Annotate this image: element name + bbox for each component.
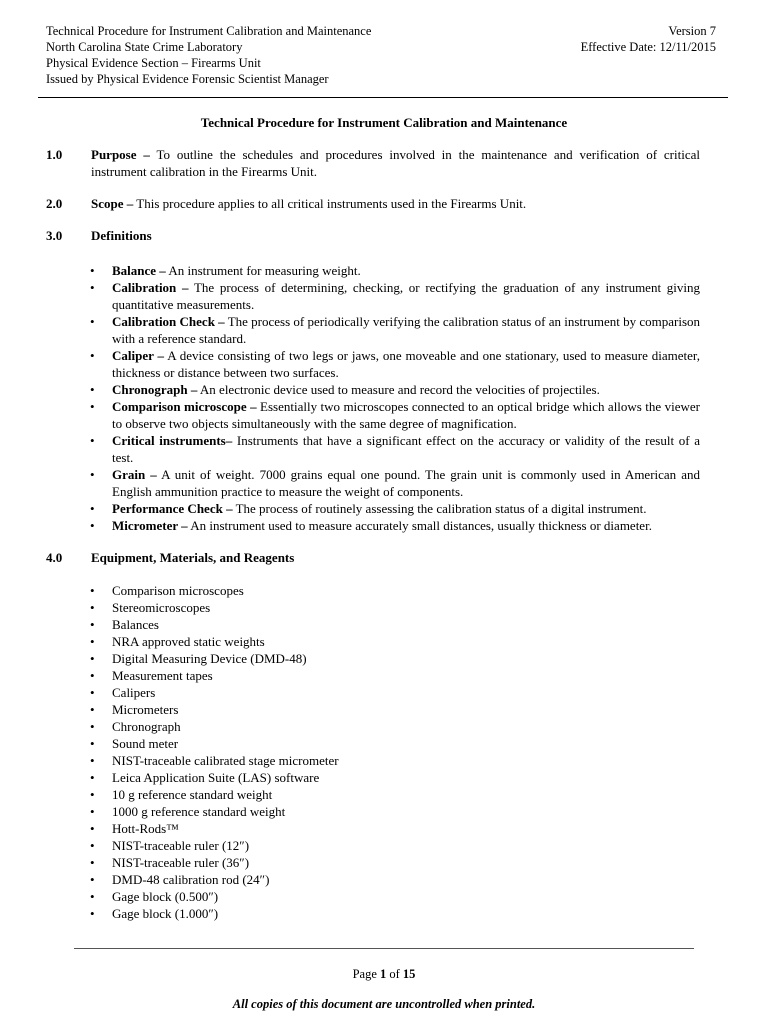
definition-text: The process of routinely assessing the calibration status of a digital instrument. [232,501,647,516]
equipment-item [90,599,700,616]
header-divider [38,97,728,98]
bullet-icon: • [90,467,95,482]
definition-item [90,432,700,466]
definition-text: A device consisting of two legs or jaws, one moveable and one stationary, used to measure diameter, thickness or distance between two surfaces. [112,348,700,380]
bullet-icon: • [90,518,95,533]
definitions-list [90,262,700,534]
page-of-word: of [386,967,403,981]
bullet-icon: • [90,617,95,632]
equipment-item [90,769,700,786]
equipment-name: DMD-48 calibration rod (24″) [112,872,270,887]
definition-term: Caliper – [112,348,165,363]
equipment-item [90,888,700,905]
bullet-icon: • [90,787,95,802]
equipment-item [90,752,700,769]
definition-item [90,398,700,432]
definition-term: Balance – [112,263,166,278]
header-issuer: Issued by Physical Evidence Forensic Scientist Manager [46,72,329,86]
definition-term: Comparison microscope – [112,399,257,414]
bullet-icon: • [90,399,95,414]
bullet-icon: • [90,348,95,363]
section-label: Purpose – [91,147,150,162]
bullet-icon: • [90,702,95,717]
section-label: Scope – [91,196,134,211]
section-body [91,195,700,212]
definition-term: Grain – [112,467,157,482]
equipment-item [90,735,700,752]
bullet-icon: • [90,685,95,700]
section-body [91,227,700,244]
section-purpose [46,146,700,180]
bullet-icon: • [90,753,95,768]
section-number: 4.0 [46,550,63,565]
equipment-item [90,820,700,837]
bullet-icon: • [90,872,95,887]
equipment-name: Gage block (1.000″) [112,906,219,921]
section-number: 3.0 [46,228,63,243]
equipment-item [90,582,700,599]
definition-text: An instrument for measuring weight. [165,263,361,278]
equipment-name: NIST-traceable ruler (36″) [112,855,250,870]
equipment-name: Micrometers [112,702,179,717]
section-equipment [46,549,700,566]
section-body [91,146,700,180]
bullet-icon: • [90,736,95,751]
equipment-item [90,633,700,650]
uncontrolled-copy-notice: All copies of this document are uncontrolled when printed. [232,997,536,1011]
header-lab-name: North Carolina State Crime Laboratory [46,40,243,54]
equipment-name: Sound meter [112,736,179,751]
equipment-name: Chronograph [112,719,181,734]
equipment-item [90,650,700,667]
bullet-icon: • [90,501,95,516]
equipment-name: Measurement tapes [112,668,213,683]
section-number: 2.0 [46,196,63,211]
equipment-name: Leica Application Suite (LAS) software [112,770,320,785]
bullet-icon: • [90,583,95,598]
definition-item [90,279,700,313]
bullet-icon: • [90,634,95,649]
definition-item [90,313,700,347]
definition-item [90,347,700,381]
bullet-icon: • [90,668,95,683]
definition-term: Micrometer – [112,518,188,533]
bullet-icon: • [90,855,95,870]
equipment-name: Comparison microscopes [112,583,244,598]
section-label: Definitions [91,228,152,243]
equipment-name: Calipers [112,685,156,700]
bullet-icon: • [90,838,95,853]
equipment-name: Hott-Rods™ [112,821,179,836]
definition-term: Chronograph – [112,382,198,397]
equipment-item [90,616,700,633]
equipment-name: Gage block (0.500″) [112,889,219,904]
equipment-item [90,871,700,888]
bullet-icon: • [90,433,95,448]
equipment-item [90,786,700,803]
header-section: Physical Evidence Section – Firearms Unit [46,56,261,70]
bullet-icon: • [90,770,95,785]
definition-text: Essentially two microscopes connected to an optical bridge which allows the viewer to observe two objects simultaneously with the same degree of magnification. [112,399,700,431]
section-label: Equipment, Materials, and Reagents [91,550,295,565]
equipment-name: Balances [112,617,159,632]
equipment-item [90,854,700,871]
definition-text: Instruments that have a significant effect on the accuracy or validity of the result of a test. [112,433,700,465]
equipment-name: NRA approved static weights [112,634,265,649]
definition-item [90,381,700,398]
bullet-icon: • [90,804,95,819]
definition-item [90,500,700,517]
equipment-name: 10 g reference standard weight [112,787,273,802]
page-total: 15 [402,967,416,981]
definition-term: Performance Check – [112,501,233,516]
header-right [581,23,716,55]
bullet-icon: • [90,280,95,295]
equipment-item [90,905,700,922]
section-text: To outline the schedules and procedures involved in the maintenance and verification of critical instrument calibration in the Firearms Unit. [91,147,700,179]
equipment-item [90,837,700,854]
document-title: Technical Procedure for Instrument Calibration and Maintenance [200,115,568,130]
equipment-item [90,718,700,735]
bullet-icon: • [90,651,95,666]
definition-term: Calibration Check – [112,314,225,329]
equipment-list [90,582,700,922]
equipment-item [90,667,700,684]
definition-text: The process of determining, checking, or rectifying the graduation of any instrument giving quantitative measurements. [112,280,700,312]
page-word: Page [352,967,380,981]
bullet-icon: • [90,263,95,278]
section-text: This procedure applies to all critical instruments used in the Firearms Unit. [133,196,527,211]
header-left [46,23,486,87]
equipment-name: Stereomicroscopes [112,600,211,615]
bullet-icon: • [90,821,95,836]
definition-term: Calibration – [112,280,189,295]
bullet-icon: • [90,600,95,615]
equipment-item [90,701,700,718]
bullet-icon: • [90,906,95,921]
section-number: 1.0 [46,147,63,162]
equipment-item [90,684,700,701]
definition-text: An electronic device used to measure and record the velocities of projectiles. [197,382,600,397]
definition-text: A unit of weight. 7000 grains equal one pound. The grain unit is commonly used in American and English ammunition practice to measure the weight of components. [112,467,700,499]
equipment-name: 1000 g reference standard weight [112,804,286,819]
page-number [0,966,768,983]
header-doc-title: Technical Procedure for Instrument Calibration and Maintenance [46,24,372,38]
definition-text: An instrument used to measure accurately small distances, usually thickness or diameter. [187,518,652,533]
section-definitions [46,227,700,244]
header-effective-date: Effective Date: 12/11/2015 [580,40,716,54]
bullet-icon: • [90,382,95,397]
definition-item [90,517,700,534]
bullet-icon: • [90,719,95,734]
bullet-icon: • [90,314,95,329]
header-version: Version 7 [668,24,716,38]
section-scope [46,195,700,212]
bullet-icon: • [90,889,95,904]
definition-term: Critical instruments– [112,433,233,448]
footer-divider [74,948,694,949]
equipment-name: Digital Measuring Device (DMD-48) [112,651,307,666]
definition-text: The process of periodically verifying the calibration status of an instrument by comparison with a reference standard. [112,314,700,346]
definition-item [90,466,700,500]
equipment-name: NIST-traceable ruler (12″) [112,838,250,853]
equipment-item [90,803,700,820]
page-current: 1 [380,967,387,981]
equipment-name: NIST-traceable calibrated stage micrometer [112,753,339,768]
section-body [91,549,700,566]
definition-item [90,262,700,279]
